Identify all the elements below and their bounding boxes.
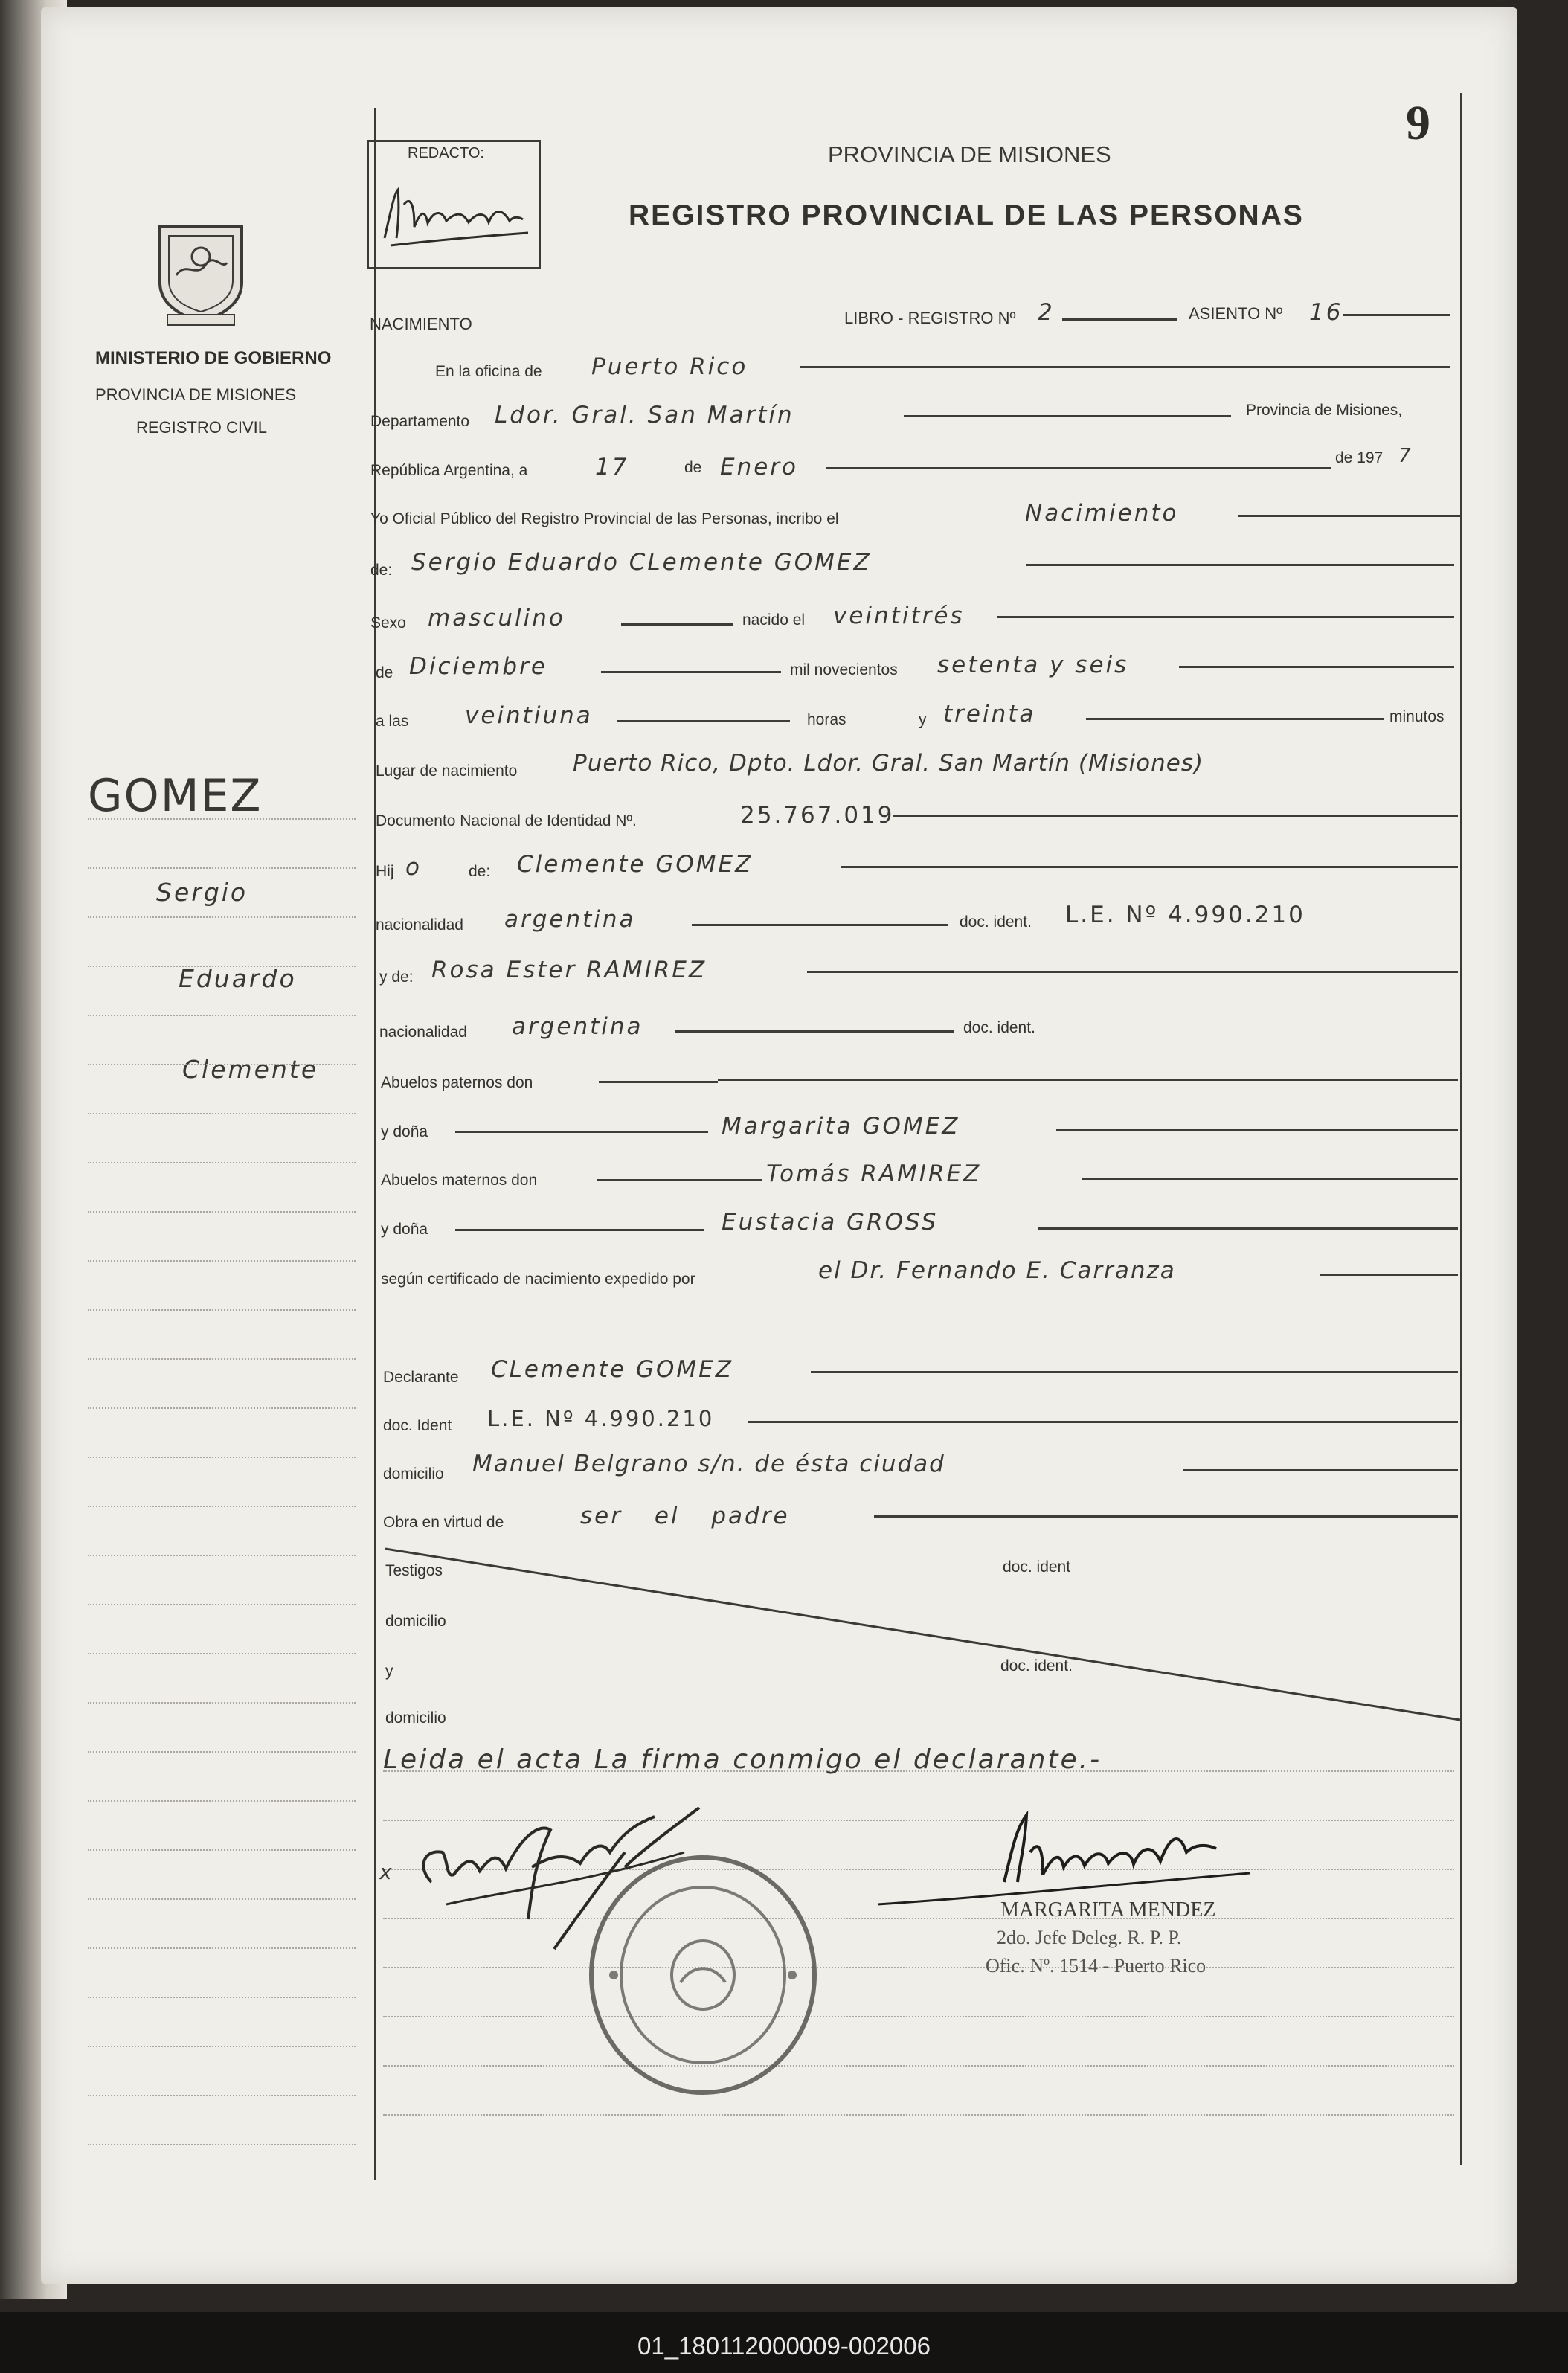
sex-fill-line bbox=[621, 623, 733, 626]
father-nat-fill-line bbox=[692, 924, 948, 926]
address-label: domicilio bbox=[383, 1465, 444, 1483]
sidebar-ruled-line bbox=[88, 1457, 356, 1458]
mat-grandma-pre-line bbox=[455, 1229, 704, 1231]
dni-fill-line bbox=[893, 815, 1458, 817]
sidebar-ruled-line bbox=[88, 916, 356, 918]
declarant-doc-label: doc. Ident bbox=[383, 1417, 452, 1434]
born-year-fill-line bbox=[1179, 666, 1454, 668]
redacto-signature bbox=[376, 167, 532, 257]
y-label: y bbox=[919, 711, 927, 728]
birthplace-label: Lugar de nacimiento bbox=[376, 762, 518, 780]
w-y-label: y bbox=[385, 1663, 393, 1680]
w-address-label: domicilio bbox=[385, 1613, 446, 1630]
sidebar-ruled-line bbox=[88, 2144, 356, 2145]
w-doc-label: doc. ident bbox=[1003, 1558, 1071, 1576]
official-title: 2do. Jefe Deleg. R. P. P. bbox=[997, 1927, 1182, 1948]
doc-ident-label: doc. ident. bbox=[960, 913, 1032, 931]
sidebar-ruled-line bbox=[88, 1800, 356, 1802]
office-label: En la oficina de bbox=[435, 363, 542, 380]
libro-value: 2 bbox=[1038, 299, 1055, 326]
mat-grandpa-value: Tomás RAMIREZ bbox=[766, 1160, 982, 1187]
mat-grandpa-pre-line bbox=[597, 1179, 762, 1181]
sidebar-ruled-line bbox=[88, 1849, 356, 1851]
w-address2-label: domicilio bbox=[385, 1709, 446, 1727]
mat-grandma-fill-line bbox=[1038, 1227, 1458, 1230]
sidebar-ruled-line bbox=[88, 1653, 356, 1654]
mother-label: y de: bbox=[379, 969, 414, 986]
acts-value: ser el padre bbox=[580, 1503, 790, 1529]
father-value: Clemente GOMEZ bbox=[517, 851, 754, 878]
declarant-doc-fill-line bbox=[748, 1421, 1458, 1423]
declarant-label: Declarante bbox=[383, 1369, 459, 1386]
thousand-label: mil novecientos bbox=[790, 661, 898, 678]
w-doc2-label: doc. ident. bbox=[1000, 1657, 1073, 1674]
sidebar-name-1: Sergio bbox=[156, 878, 248, 907]
pat-grandma-value: Margarita GOMEZ bbox=[722, 1113, 960, 1140]
born-month: Diciembre bbox=[409, 653, 547, 680]
x-mark: x bbox=[379, 1860, 394, 1884]
province-title: PROVINCIA DE MISIONES bbox=[828, 141, 1111, 167]
father-fill-line bbox=[841, 866, 1458, 868]
certificate-fill-line bbox=[1320, 1274, 1458, 1276]
year-label: de 197 bbox=[1335, 449, 1384, 466]
hours-fill-line bbox=[617, 720, 790, 722]
sex-value: masculino bbox=[428, 605, 565, 632]
day-value: 17 bbox=[595, 454, 629, 481]
mat-grandpa-fill-line bbox=[1082, 1178, 1458, 1180]
hours-label: horas bbox=[807, 711, 846, 728]
official-office: Ofic. Nº. 1514 - Puerto Rico bbox=[986, 1955, 1206, 1977]
mother-nat-fill-line bbox=[675, 1030, 954, 1033]
dni-value: 25.767.019 bbox=[740, 802, 895, 829]
mother-value: Rosa Ester RAMIREZ bbox=[431, 957, 707, 983]
sidebar-ruled-line bbox=[88, 966, 356, 967]
department-label: Departamento bbox=[370, 413, 470, 430]
witness-strike-line bbox=[385, 1547, 1464, 1726]
closing-text: Leida el acta La firma conmigo el declarante.- bbox=[383, 1744, 1102, 1775]
page-number: 9 bbox=[1406, 96, 1430, 150]
sex-label: Sexo bbox=[370, 614, 406, 632]
redacto-label: REDACTO: bbox=[408, 145, 484, 161]
official-signature bbox=[878, 1785, 1265, 1912]
father-doc: L.E. Nº 4.990.210 bbox=[1065, 902, 1305, 928]
asiento-fill-line bbox=[1343, 314, 1450, 316]
person-value: Sergio Eduardo CLemente GOMEZ bbox=[411, 549, 872, 576]
at-label: a las bbox=[376, 713, 409, 730]
sidebar-ruled-line bbox=[88, 1702, 356, 1704]
form-ruled-line bbox=[383, 2114, 1454, 2116]
mat-grandma-label: y doña bbox=[381, 1221, 428, 1238]
act-type-label: NACIMIENTO bbox=[370, 315, 472, 333]
asiento-value: 16 bbox=[1309, 299, 1343, 326]
sidebar-ruled-line bbox=[88, 1113, 356, 1114]
born-month-fill-line bbox=[601, 671, 781, 673]
pat-grandpa-fill-line-2 bbox=[718, 1079, 1458, 1081]
witnesses-label: Testigos bbox=[385, 1562, 443, 1579]
pat-grandpa-fill-line bbox=[599, 1081, 718, 1083]
libro-fill-line bbox=[1062, 318, 1177, 321]
acts-fill-line bbox=[874, 1515, 1458, 1518]
pat-grandma-fill-line bbox=[1056, 1129, 1458, 1131]
sidebar-ruled-line bbox=[88, 1015, 356, 1016]
official-text: Yo Oficial Público del Registro Provincial de las Personas, incribo el bbox=[370, 510, 839, 527]
born-day-fill-line bbox=[997, 616, 1454, 618]
de2-label: de bbox=[376, 664, 393, 681]
child-de-label: de: bbox=[469, 863, 491, 880]
sidebar-registry: REGISTRO CIVIL bbox=[136, 418, 268, 437]
sidebar-ruled-line bbox=[88, 1898, 356, 1900]
registry-title: REGISTRO PROVINCIAL DE LAS PERSONAS bbox=[629, 199, 1304, 231]
doc-ident2-label: doc. ident. bbox=[963, 1019, 1035, 1036]
declarant-fill-line bbox=[811, 1371, 1458, 1373]
form-ruled-line bbox=[383, 2065, 1454, 2067]
sidebar-ruled-line bbox=[88, 1358, 356, 1360]
minutes-fill-line bbox=[1086, 718, 1384, 720]
sidebar-ruled-line bbox=[88, 2046, 356, 2047]
sidebar-name-3: Clemente bbox=[182, 1055, 319, 1084]
child-suffix: o bbox=[405, 854, 422, 881]
certificate-label: según certificado de nacimiento expedido por bbox=[381, 1271, 695, 1288]
pat-grandma-pre-line bbox=[455, 1131, 708, 1133]
minutes-value: treinta bbox=[943, 701, 1036, 728]
republic-label: República Argentina, a bbox=[370, 462, 528, 479]
sidebar-ruled-line bbox=[88, 1064, 356, 1065]
official-seal-icon bbox=[584, 1852, 822, 2098]
sidebar-ruled-line bbox=[88, 1997, 356, 1998]
nationality-label: nacionalidad bbox=[376, 916, 463, 934]
mat-grandma-value: Eustacia GROSS bbox=[722, 1209, 939, 1236]
father-nationality: argentina bbox=[504, 906, 636, 933]
sidebar-ruled-line bbox=[88, 1260, 356, 1262]
child-label: Hij bbox=[376, 863, 394, 880]
declarant-doc-value: L.E. Nº 4.990.210 bbox=[487, 1406, 715, 1431]
person-fill-line bbox=[1026, 564, 1454, 566]
sidebar-ruled-line bbox=[88, 1947, 356, 1949]
official-name: MARGARITA MENDEZ bbox=[1000, 1898, 1216, 1921]
department-fill-line bbox=[904, 415, 1231, 417]
sidebar-ruled-line bbox=[88, 1604, 356, 1605]
sidebar-ruled-line bbox=[88, 1309, 356, 1311]
form-ruled-line bbox=[383, 1967, 1454, 1968]
birthplace-value: Puerto Rico, Dpto. Ldor. Gral. San Martín (Misiones) bbox=[573, 750, 1204, 777]
declarant-value: CLemente GOMEZ bbox=[491, 1356, 733, 1383]
born-label: nacido el bbox=[742, 611, 806, 629]
department-value: Ldor. Gral. San Martín bbox=[495, 402, 794, 428]
sidebar-ruled-line bbox=[88, 1211, 356, 1213]
office-value: Puerto Rico bbox=[591, 353, 748, 380]
office-fill-line bbox=[800, 366, 1450, 368]
address-fill-line bbox=[1183, 1469, 1458, 1471]
asiento-label: ASIENTO Nº bbox=[1189, 304, 1283, 323]
address-value: Manuel Belgrano s/n. de ésta ciudad bbox=[472, 1451, 945, 1477]
de-label: de: bbox=[370, 562, 393, 579]
minutes-label: minutos bbox=[1389, 708, 1445, 725]
act-fill-line bbox=[1238, 515, 1462, 517]
file-id: 01_180112000009-002006 bbox=[637, 2332, 931, 2360]
born-day: veintitrés bbox=[833, 603, 965, 629]
month-prefix: de bbox=[684, 459, 702, 476]
dni-label: Documento Nacional de Identidad Nº. bbox=[376, 812, 637, 829]
hours-value: veintiuna bbox=[465, 702, 593, 729]
form-ruled-line bbox=[383, 2016, 1454, 2017]
month-fill-line bbox=[826, 467, 1331, 469]
sidebar-province: PROVINCIA DE MISIONES bbox=[95, 385, 297, 404]
year-value: 7 bbox=[1398, 445, 1413, 467]
libro-label: LIBRO - REGISTRO Nº bbox=[844, 309, 1016, 327]
sidebar-surname: GOMEZ bbox=[88, 770, 263, 822]
sidebar-ruled-line bbox=[88, 867, 356, 869]
act-value: Nacimiento bbox=[1025, 500, 1179, 527]
sidebar-ministry: MINISTERIO DE GOBIERNO bbox=[95, 348, 332, 368]
mother-nationality: argentina bbox=[512, 1013, 643, 1040]
sidebar-ruled-line bbox=[88, 818, 356, 820]
sidebar-ruled-line bbox=[88, 1555, 356, 1556]
mother-fill-line bbox=[807, 971, 1458, 973]
month-value: Enero bbox=[720, 454, 799, 481]
sidebar-ruled-line bbox=[88, 1407, 356, 1409]
coat-of-arms-icon bbox=[145, 212, 257, 331]
born-year: setenta y seis bbox=[937, 652, 1129, 678]
province-suffix: Provincia de Misiones, bbox=[1246, 402, 1403, 419]
sidebar-ruled-line bbox=[88, 1506, 356, 1507]
certificate-value: el Dr. Fernando E. Carranza bbox=[818, 1257, 1176, 1284]
sidebar-ruled-line bbox=[88, 1751, 356, 1753]
mat-grand-label: Abuelos maternos don bbox=[381, 1172, 538, 1189]
pat-grand-label: Abuelos paternos don bbox=[381, 1074, 533, 1091]
acts-label: Obra en virtud de bbox=[383, 1514, 504, 1531]
sidebar-name-2: Eduardo bbox=[179, 964, 297, 993]
nationality2-label: nacionalidad bbox=[379, 1024, 467, 1041]
pat-grandma-label: y doña bbox=[381, 1123, 428, 1140]
sidebar-ruled-line bbox=[88, 2095, 356, 2096]
right-frame-line bbox=[1460, 93, 1462, 2165]
sidebar-ruled-line bbox=[88, 1162, 356, 1163]
